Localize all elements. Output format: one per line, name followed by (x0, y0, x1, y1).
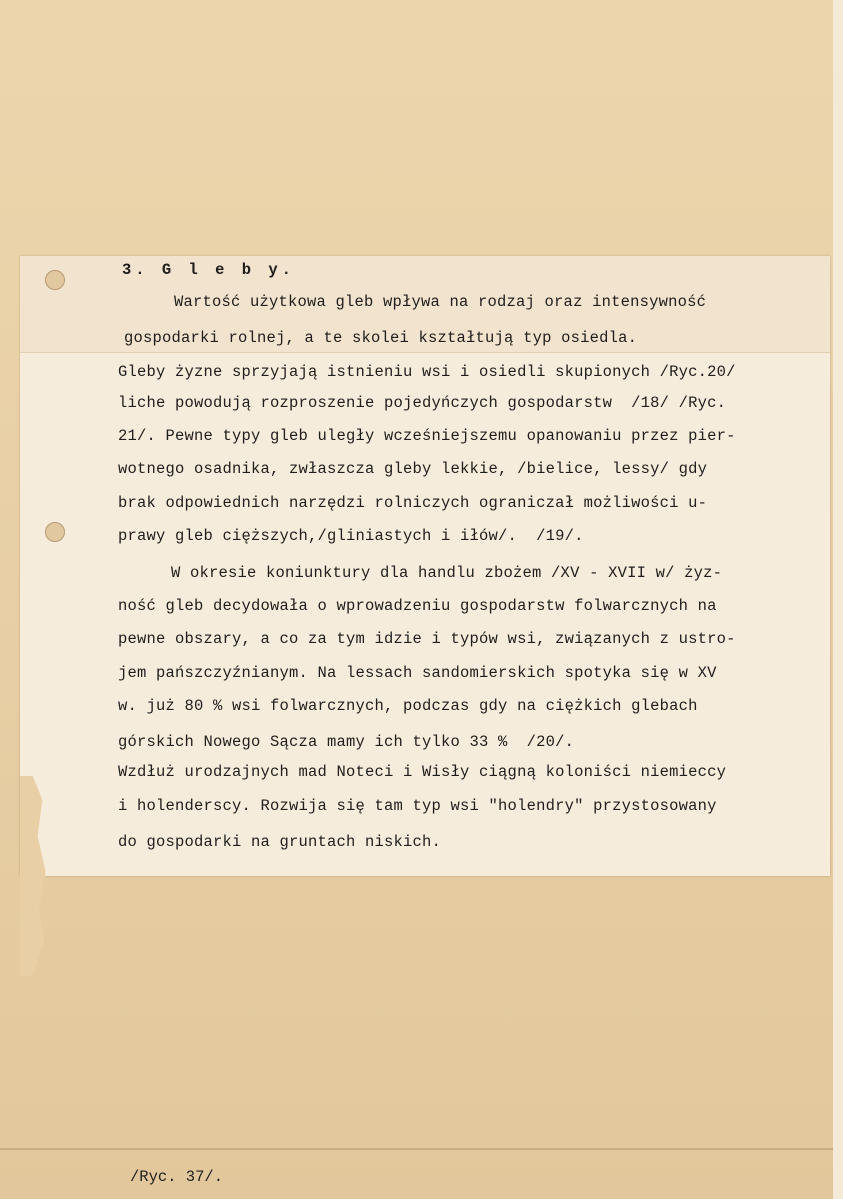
text-line: Wzdłuż urodzajnych mad Noteci i Wisły ciągną koloniści niemieccy (118, 763, 727, 781)
text-line: górskich Nowego Sącza mamy ich tylko 33 % /20/. (118, 733, 575, 751)
lower-sheet-edge (0, 1148, 833, 1150)
text-line: brak odpowiednich narzędzi rolniczych ograniczał możliwości u- (118, 494, 708, 512)
text-line: Gleby żyzne sprzyjają istnieniu wsi i osiedli skupionych /Ryc.20/ (118, 363, 736, 381)
section-heading: 3. G l e b y. (122, 261, 295, 279)
text-line: wotnego osadnika, zwłaszcza gleby lekkie, /bielice, lessy/ gdy (118, 460, 708, 478)
text-line: ność gleb decydowała o wprowadzeniu gospodarstw folwarcznych na (118, 597, 717, 615)
text-line: pewne obszary, a co za tym idzie i typów wsi, związanych z ustro- (118, 630, 736, 648)
figure-reference: /Ryc. 37/. (130, 1168, 224, 1186)
text-line: liche powodują rozproszenie pojedyńczych gospodarstw /18/ /Ryc. (118, 394, 727, 412)
text-line: i holenderscy. Rozwija się tam typ wsi "holendry" przystosowany (118, 797, 717, 815)
pasted-text-slip (20, 256, 830, 876)
text-line: Wartość użytkowa gleb wpływa na rodzaj oraz intensywność (174, 293, 707, 311)
text-line: gospodarki rolnej, a te skolei kształtują typ osiedla. (124, 329, 638, 347)
text-line: w. już 80 % wsi folwarcznych, podczas gdy na ciężkich glebach (118, 697, 698, 715)
text-line: W okresie koniunktury dla handlu zbożem /XV - XVII w/ żyz- (171, 564, 723, 582)
text-line: prawy gleb cięższych,/gliniastych i iłów/. /19/. (118, 527, 584, 545)
text-line: jem pańszczyźnianym. Na lessach sandomierskich spotyka się w XV (118, 664, 717, 682)
document-text (20, 256, 736, 851)
text-line: 21/. Pewne typy gleb uległy wcześniejszemu opanowaniu przez pier- (118, 427, 736, 445)
page-edge (833, 0, 843, 1199)
text-line: do gospodarki na gruntach niskich. (118, 833, 442, 851)
